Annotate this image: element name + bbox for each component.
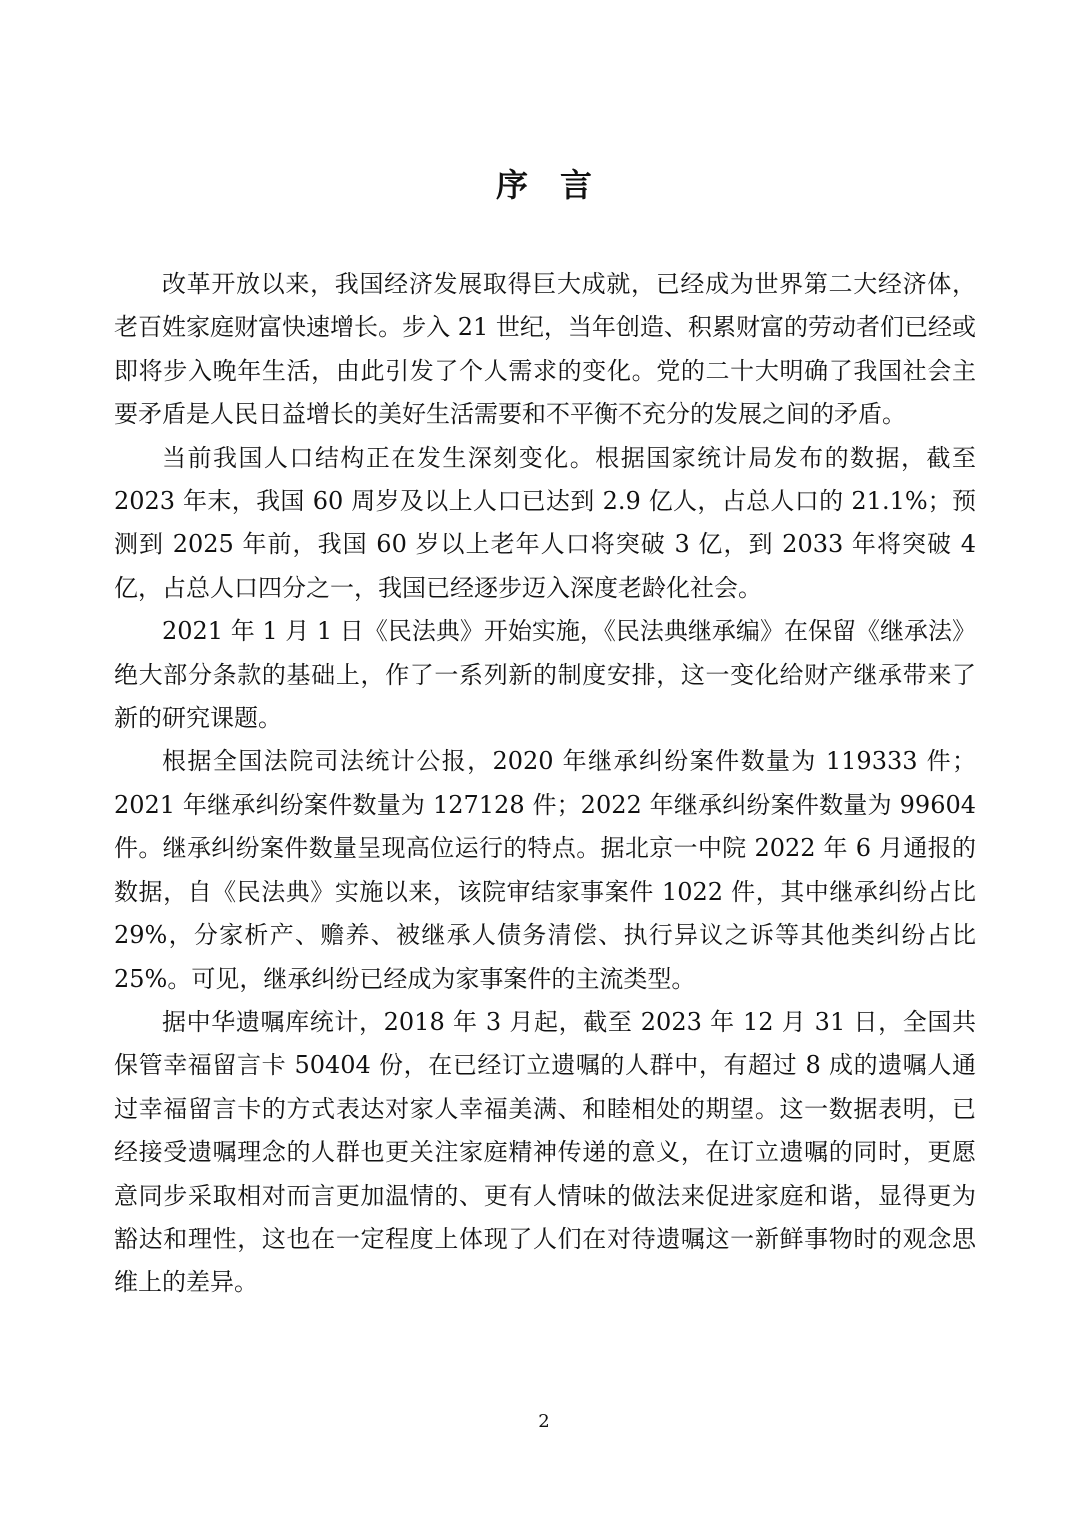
paragraph-4: 根据全国法院司法统计公报，2020 年继承纠纷案件数量为 119333 件；2021 年继承纠纷案件数量为 127128 件；2022 年继承纠纷案件数量为 99604 件。继承纠纷案件数量呈现高位运行的特点。据北京一中院 2022 年 6 月通报的数据，自《民法典》实施以来，该院审结家事案件 1022 件，其中继承纠纷占比 29%，分家析产、赡养、被继承人债务清偿、执行异议之诉等其他类纠纷占比 25%。可见，继承纠纷已经成为家事案件的主流类型。 [114,747,976,993]
paragraph-3: 2021 年 1 月 1 日《民法典》开始实施，《民法典继承编》在保留《继承法》绝大部分条款的基础上，作了一系列新的制度安排，这一变化给财产继承带来了新的研究课题。 [114,617,976,733]
page-title: 序言 [495,166,624,204]
paragraph-2: 当前我国人口结构正在发生深刻变化。根据国家统计局发布的数据，截至 2023 年末，我国 60 周岁及以上人口已达到 2.9 亿人，占总人口的 21.1%；预测到 2025 年前，我国 60 岁以上老年人口将突破 3 亿，到 2033 年将突破 4 亿，占总人口四分之一，我国已经逐步迈入深度老龄化社会。 [114,443,976,602]
paragraph-5: 据中华遗嘱库统计，2018 年 3 月起，截至 2023 年 12 月 31 日，全国共保管幸福留言卡 50404 份，在已经订立遗嘱的人群中，有超过 8 成的遗嘱人通过幸福留言卡的方式表达对家人幸福美满、和睦相处的期望。这一数据表明，已经接受遗嘱理念的人群也更关注家庭精神传递的意义，在订立遗嘱的同时，更愿意同步采取相对而言更加温情的、更有人情味的做法来促进家庭和谐，显得更为豁达和理性，这也在一定程度上体现了人们在对待遗嘱这一新鲜事物时的观念思维上的差异。 [114,1007,976,1297]
body-text [114,263,976,1305]
paragraph-1: 改革开放以来，我国经济发展取得巨大成就，已经成为世界第二大经济体，老百姓家庭财富快速增长。步入 21 世纪，当年创造、积累财富的劳动者们已经或即将步入晚年生活，由此引发了个人需求的变化。党的二十大明确了我国社会主要矛盾是人民日益增长的美好生活需要和不平衡不充分的发展之间的矛盾。 [114,270,976,429]
page-number: 2 [538,1411,550,1432]
